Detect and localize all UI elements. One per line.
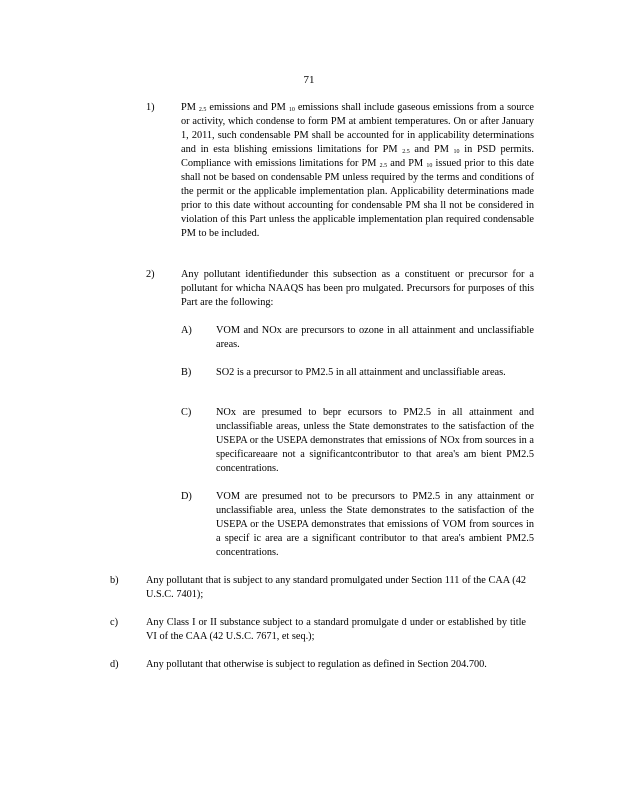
text-run: emissions shall include gaseous emissions from a source or activity, which condense to form PM at ambient temperatures. On or after January 1, 2011, such condensable PM shall be accounted for in applicability determinations and in esta blishing emissions limitations for PM [181, 102, 534, 155]
item-marker-A: A) [181, 325, 192, 336]
item-marker-b: b) [110, 575, 119, 586]
subscript: 10 [426, 163, 433, 169]
item-text-d: Any pollutant that otherwise is subject to regulation as defined in Section 204.700. [146, 659, 487, 670]
subscript: 10 [288, 107, 295, 113]
item-text-2: Any pollutant identifiedunder this subsection as a constituent or precursor for a pollutant for whicha NAAQS has been pro mulgated. Precursors for purposes of this Part are the following: [181, 269, 534, 308]
item-text-C: NOx are presumed to bepr ecursors to PM2.5 in all attainment and unclassifiable areas, unless the State demonstrates to the satisfaction of the USEPA or the USEPA demonstrates that emissions of NOx from sources in a specificareaare not a significantcontributor to that area's am bient PM2.5 concentrations. [216, 407, 534, 474]
item-text-1 [181, 101, 534, 241]
item-text-c: Any Class I or II substance subject to a standard promulgate d under or established by title VI of the CAA (42 U.S.C. 7671, et seq.); [146, 617, 526, 642]
item-marker-1: 1) [146, 102, 155, 113]
item-marker-D: D) [181, 491, 192, 502]
item-text-A: VOM and NOx are precursors to ozone in all attainment and unclassifiable areas. [216, 325, 534, 350]
subscript: 2.5 [402, 149, 410, 155]
item-marker-B: B) [181, 367, 192, 378]
subscript: 2.5 [198, 107, 207, 113]
subscript: 10 [453, 149, 460, 155]
text-run: issued prior to this date shall not be based on condensable PM unless required by the terms and conditions of the permit or the applicable implementation plan. Applicability determinations made prior to this date without accounting for condensable PM sha ll not be considered in violation of this Part unless the applicable implementation plan required condensable PM to be included. [181, 158, 534, 239]
item-text-D: VOM are presumed not to be precursors to PM2.5 in any attainment or unclassifiable area, unless the State demonstrates to the satisfaction of the USEPA or the USEPA demonstrates that emissions of VOM from sources in a specif ic area are a significant contributor to that area's ambient PM2.5 concentrations. [216, 491, 534, 558]
item-text-b: Any pollutant that is subject to any standard promulgated under Section 111 of the CAA (42 U.S.C. 7401); [146, 575, 526, 600]
page-number: 71 [303, 74, 315, 86]
subscript: 2.5 [379, 163, 388, 169]
text-run: and PM [409, 144, 454, 155]
item-marker-2: 2) [146, 269, 155, 280]
text-run: PM [181, 102, 199, 113]
text-run: in PSD permits. Compliance with emissions limitations for PM [181, 144, 534, 169]
text-run: emissions and PM [206, 102, 289, 113]
item-marker-C: C) [181, 407, 192, 418]
item-marker-d: d) [110, 659, 119, 670]
item-text-B: SO2 is a precursor to PM2.5 in all attainment and unclassifiable areas. [216, 367, 506, 378]
text-run: and PM [387, 158, 427, 169]
item-marker-c: c) [110, 617, 118, 628]
